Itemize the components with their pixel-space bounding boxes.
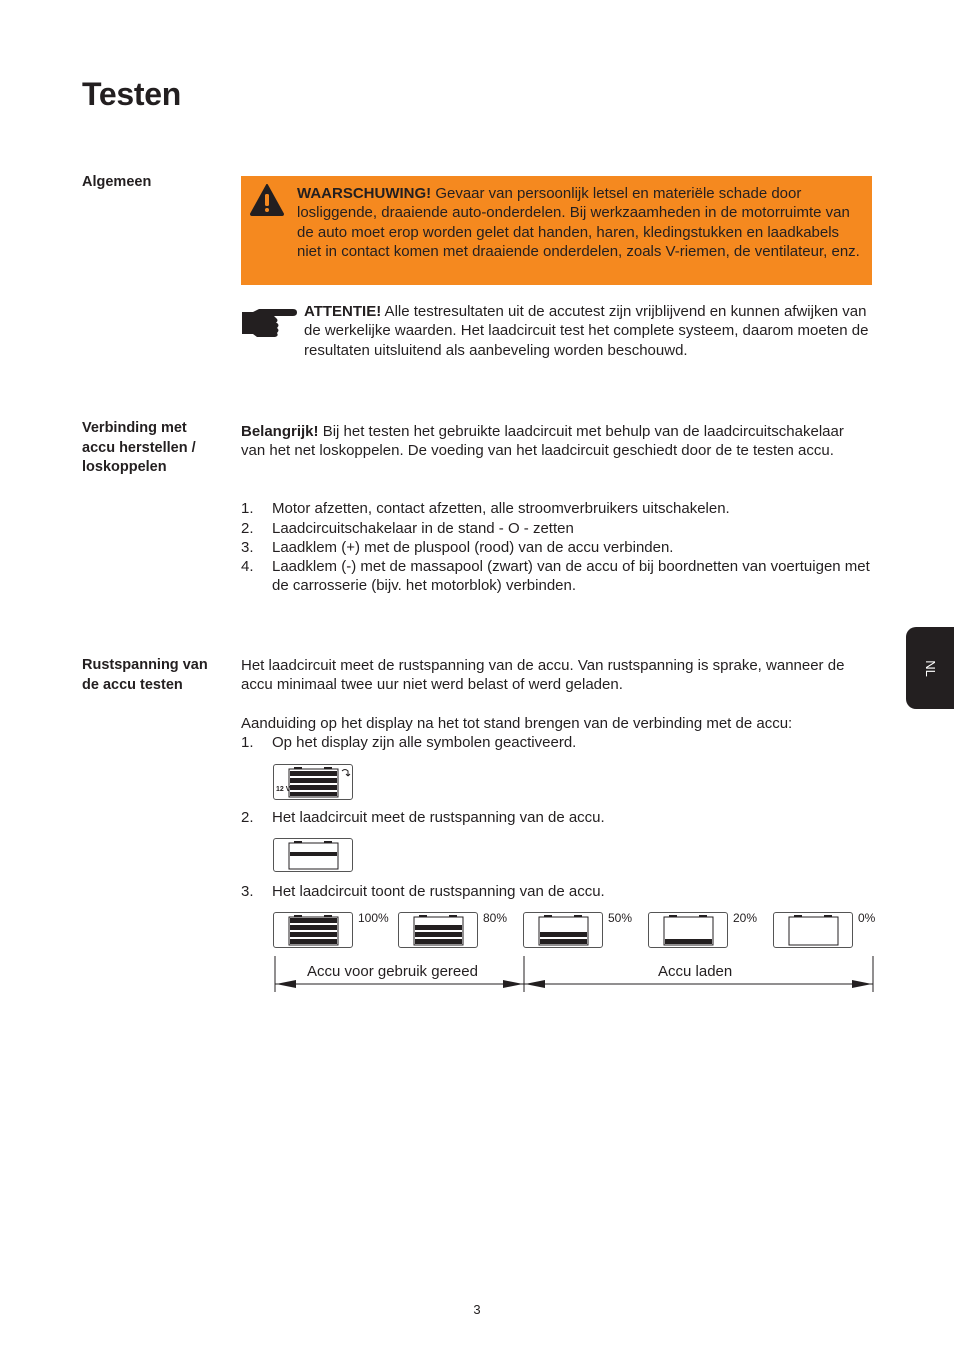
battery-level-display: [648, 912, 728, 948]
list-number: 2.: [241, 520, 254, 537]
rustspanning-intro: Het laadcircuit meet de rustspanning van de accu. Van rustspanning is sprake, wanneer de accu minimaal twee uur niet werd belast of werd geladen.: [241, 657, 845, 694]
important-body: Bij het testen het gebruikte laadcircuit met behulp van de laadcircuitschakelaar van het net loskoppelen. De voeding van het laadcircuit geschiedt door de te testen accu.: [241, 423, 844, 460]
battery-bar: [540, 932, 587, 937]
battery-full-icon: [274, 765, 352, 799]
battery-icon: [774, 913, 852, 947]
list-text: Motor afzetten, contact afzetten, alle stroomverbruikers uitschakelen.: [272, 500, 730, 517]
page-number: 3: [473, 1302, 481, 1317]
warning-icon: [250, 184, 284, 216]
section-heading-algemeen: Algemeen: [82, 174, 152, 190]
list-text: Op het display zijn alle symbolen geactiveerd.: [272, 734, 577, 751]
battery-level-display: [773, 912, 853, 948]
display-all-symbols: [273, 764, 353, 800]
battery-level-label: 80%: [483, 911, 508, 925]
display-measuring: [273, 838, 353, 872]
battery-icon: [274, 913, 352, 947]
language-tab: [906, 627, 954, 709]
warning-body: Gevaar van persoonlijk letsel en materiële schade door losliggende, draaiende auto-onderdelen. Bij werkzaamheden in de motorruimte van de auto moet erop worden gelet dat handen, haren, kledingstukken en laadkabels niet in contact komen met draaiende onderdelen, zoals V-riemen, de ventilateur, enz.: [297, 185, 860, 260]
battery-level-label: 0%: [858, 911, 876, 925]
display-intro: Aanduiding op het display na het tot stand brengen van de verbinding met de accu:: [241, 715, 793, 732]
battery-bar: [290, 939, 337, 944]
list-number: 1.: [241, 500, 254, 517]
battery-bar: [290, 918, 337, 923]
battery-bar: [290, 932, 337, 937]
important-paragraph: [241, 422, 871, 461]
battery-bar: [665, 939, 712, 944]
battery-bar: [415, 925, 462, 930]
voltage-label: 12 V: [276, 786, 291, 793]
list-number: 3.: [241, 883, 254, 900]
scale-label-charge: Accu laden: [658, 963, 733, 980]
attention-body: Alle testresultaten uit de accutest zijn vrijblijvend en kunnen afwijken van de werkelijke waarden. Het laadcircuit test het complete systeem, daarom moeten de resultaten uitsluitend als aanbeveling worden beschouwd.: [304, 303, 869, 359]
battery-bar: [415, 939, 462, 944]
list-text: Het laadcircuit toont de rustspanning van de accu.: [272, 883, 605, 900]
battery-level-display: [523, 912, 603, 948]
pointing-hand-icon: [241, 306, 297, 338]
battery-level-label: 20%: [733, 911, 758, 925]
attention-text: [304, 302, 872, 360]
warning-text: [297, 184, 865, 261]
battery-level-display: [273, 912, 353, 948]
battery-level-display: [398, 912, 478, 948]
list-text: Laadklem (-) met de massapool (zwart) van de accu of bij boordnetten van voertuigen met de carrosserie (bijv. het motorblok) verbinden.: [272, 558, 870, 595]
page-title: Testen: [82, 76, 181, 112]
battery-icon: [524, 913, 602, 947]
language-tab-label: NL: [922, 660, 938, 677]
battery-level-label: 100%: [358, 911, 389, 925]
list-number: 2.: [241, 809, 254, 826]
battery-level-label: 50%: [608, 911, 633, 925]
important-label: Belangrijk!: [241, 423, 319, 440]
list-text: Laadcircuitschakelaar in de stand - O - zetten: [272, 520, 574, 537]
battery-bar: [540, 939, 587, 944]
attention-label: ATTENTIE!: [304, 303, 382, 320]
warning-box: [241, 176, 872, 285]
list-text: Laadklem (+) met de pluspool (rood) van de accu verbinden.: [272, 539, 674, 556]
list-text: Het laadcircuit meet de rustspanning van de accu.: [272, 809, 605, 826]
battery-icon: [649, 913, 727, 947]
list-number: 3.: [241, 539, 254, 556]
warning-label: WAARSCHUWING!: [297, 185, 432, 202]
scale-label-ready: Accu voor gebruik gereed: [307, 963, 478, 980]
battery-bar: [415, 932, 462, 937]
battery-measuring-icon: [274, 839, 352, 871]
list-number: 4.: [241, 558, 254, 575]
section-heading-rustspanning: Rustspanning van de accu testen: [82, 657, 208, 693]
section-heading-verbinding: Verbinding met accu herstellen / loskoppelen: [82, 420, 196, 475]
battery-bar: [290, 925, 337, 930]
list-number: 1.: [241, 734, 254, 751]
battery-icon: [399, 913, 477, 947]
